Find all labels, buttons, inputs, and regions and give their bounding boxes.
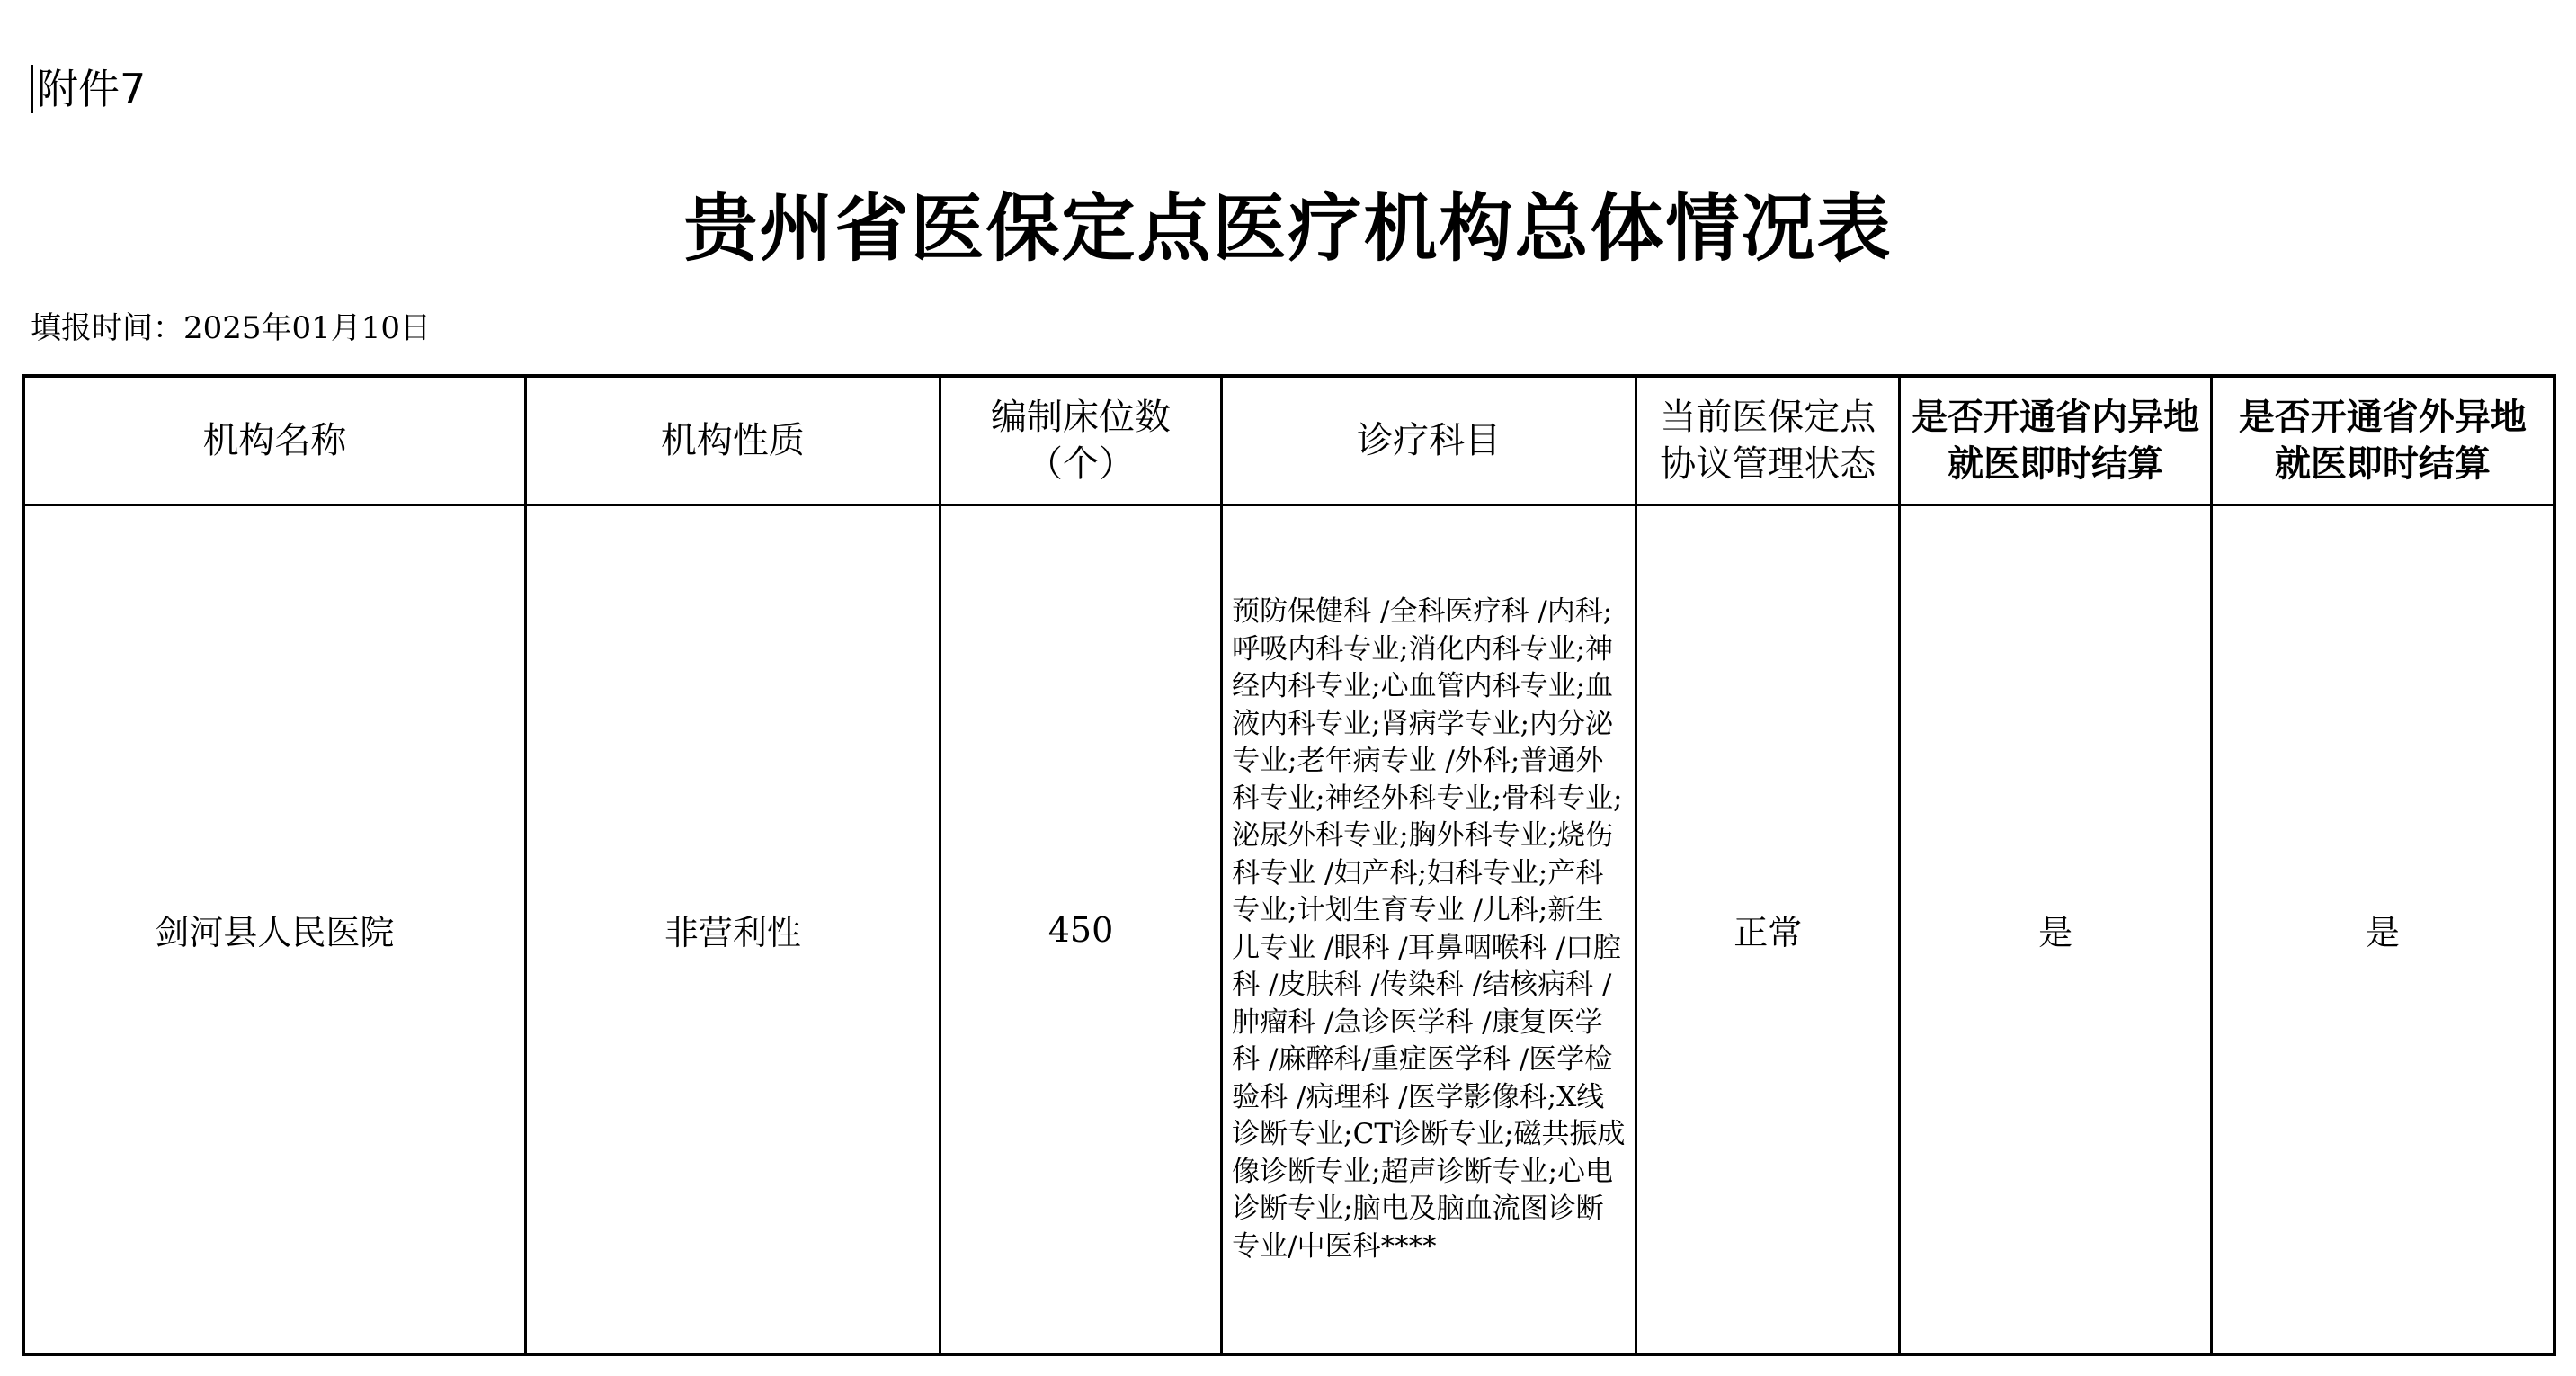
fill-date: 填报时间：2025年01月10日 <box>31 310 432 346</box>
cell-in-province: 是 <box>1900 505 2211 1355</box>
table-row <box>23 505 2554 1355</box>
cell-departments: 预防保健科 /全科医疗科 /内科;呼吸内科专业;消化内科专业;神经内科专业;心血管内科专业;血液内科专业;肾病学专业;内分泌专业;老年病专业 /外科;普通外科专业;神经外科专业;骨科专业;泌尿外科专业;胸外科专业;烧伤科专业 /妇产科;妇科专业;产科专业;计划生育专业 /儿科;新生儿专业 /眼科 /耳鼻咽喉科 /口腔科 /皮肤科 /传染科 /结核病科 /肿瘤科 /急诊医学科 /康复医学科 /麻醉科/重症医学科 /医学检验科 /病理科 /医学影像科;X线诊断专业;CT诊断专业;磁共振成像诊断专业;超声诊断专业;心电诊断专业;脑电及脑血流图诊断专业/中医科**** <box>1222 505 1636 1355</box>
table-header-row <box>23 376 2554 505</box>
cell-out-province: 是 <box>2211 505 2554 1355</box>
cell-nature: 非营利性 <box>525 505 940 1355</box>
institution-table <box>22 374 2556 1356</box>
header-beds: 编制床位数 （个） <box>940 376 1221 505</box>
header-out-province-settlement: 是否开通省外异地 就医即时结算 <box>2211 376 2554 505</box>
page-title: 贵州省医保定点医疗机构总体情况表 <box>683 186 1893 272</box>
header-status: 当前医保定点 协议管理状态 <box>1636 376 1900 505</box>
attachment-label: 附件7 <box>31 65 146 113</box>
header-name: 机构名称 <box>23 376 525 505</box>
cell-beds: 450 <box>940 505 1221 1355</box>
header-nature: 机构性质 <box>525 376 940 505</box>
header-departments: 诊疗科目 <box>1222 376 1636 505</box>
cell-name: 剑河县人民医院 <box>23 505 525 1355</box>
header-in-province-settlement: 是否开通省内异地 就医即时结算 <box>1900 376 2211 505</box>
cell-status: 正常 <box>1636 505 1900 1355</box>
